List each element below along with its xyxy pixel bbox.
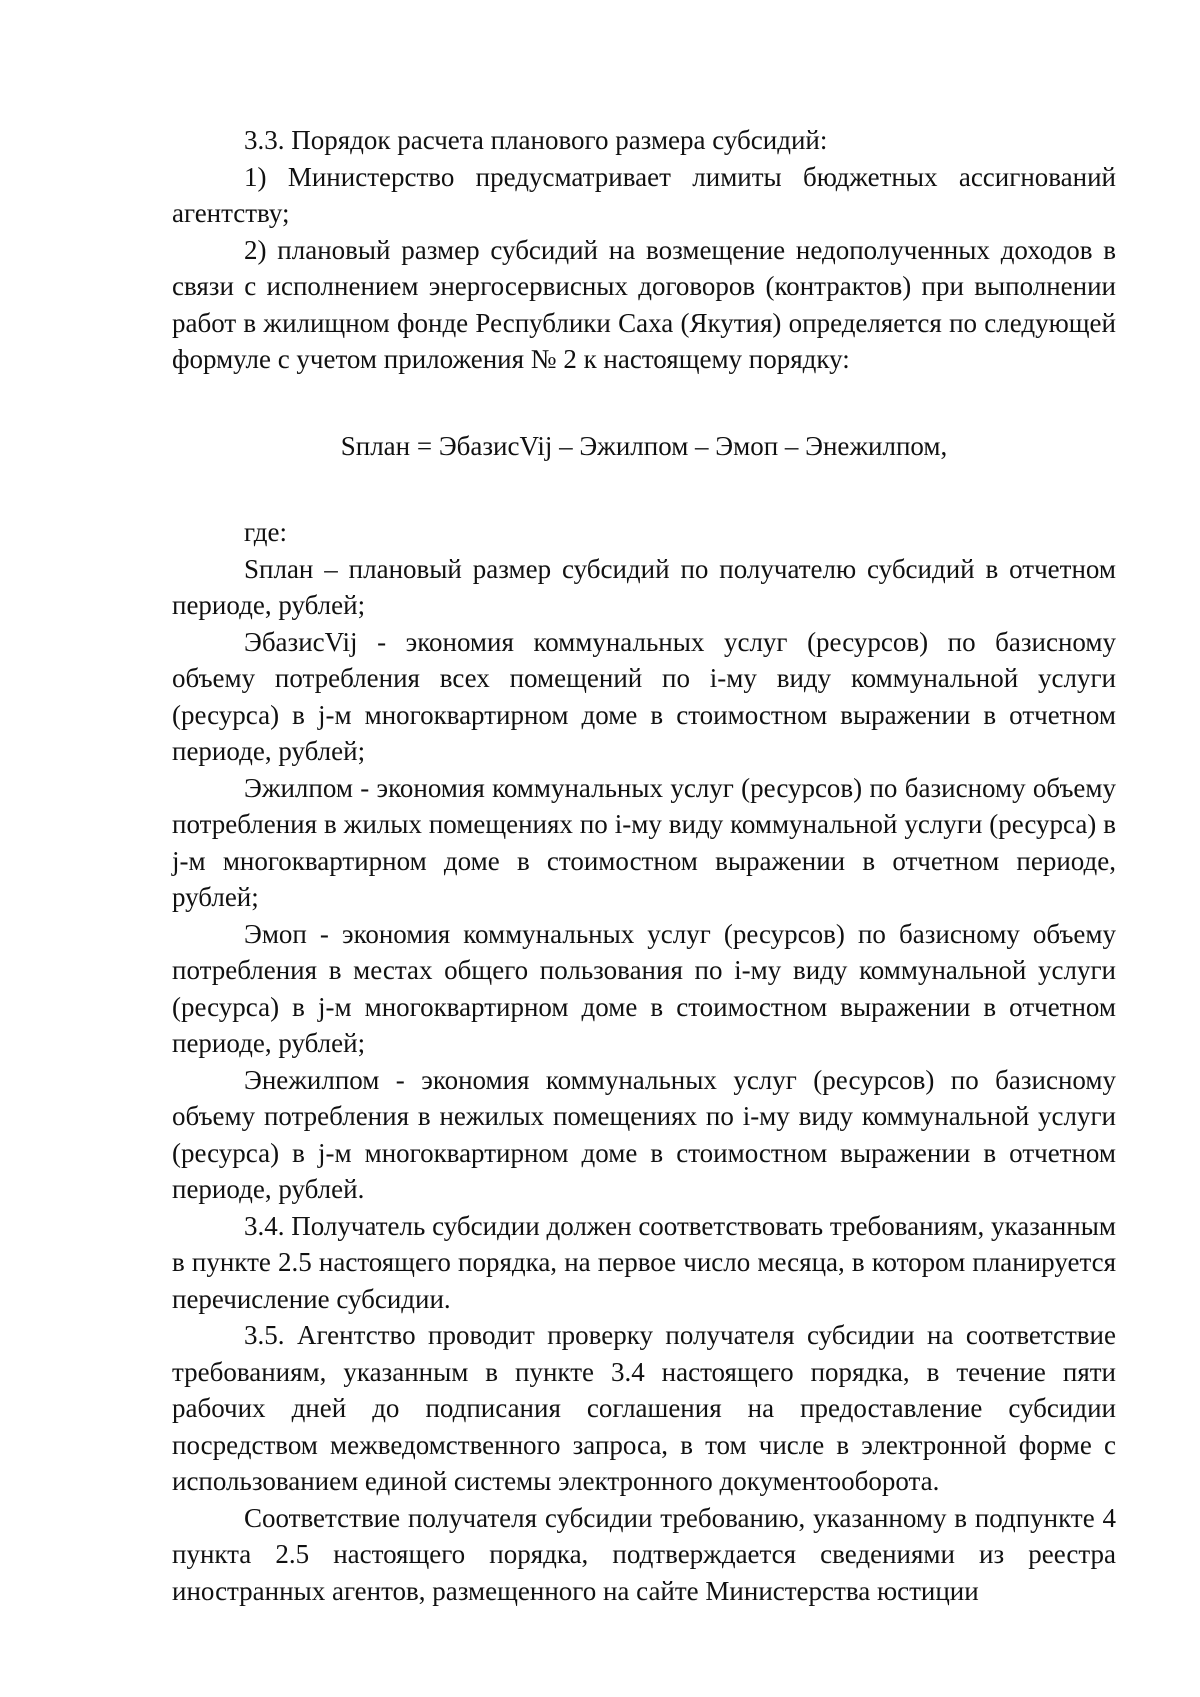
section-3-5: 3.5. Агентство проводит проверку получателя субсидии на соответствие требованиям, указанным в пункте 3.4 настоящего порядка, в течение пяти рабочих дней до подписания соглашения на предоставление субсидии посредством межведомственного запроса, в том числе в электронной форме с использованием единой системы электронного документооборота. [172, 1320, 1116, 1496]
definition-ezhilpom: Эжилпом - экономия коммунальных услуг (ресурсов) по базисному объему потребления в жилых помещениях по i-му виду коммунальной услуги (ресурса) в j-м многоквартирном доме в стоимостном выражении в отчетном периоде, рублей; [172, 772, 1116, 912]
definition-ebazis: ЭбазисVij - экономия коммунальных услуг (ресурсов) по базисному объему потребления всех помещений по i-му виду коммунальной услуги (ресурса) в j-м многоквартирном доме в стоимостном выражении в отчетном периоде, рублей; [172, 626, 1116, 766]
compliance-paragraph: Соответствие получателя субсидии требованию, указанному в подпункте 4 пункта 2.5 настоящего порядка, подтверждается сведениями из реестра иностранных агентов, размещенного на сайте Министерства юстиции [172, 1502, 1116, 1606]
document-page [172, 122, 1116, 1609]
section-3-3-heading: 3.3. Порядок расчета планового размера субсидий: [244, 125, 828, 155]
definition-enezhilpom: Энежилпом - экономия коммунальных услуг (ресурсов) по базисному объему потребления в нежилых помещениях по i-му виду коммунальной услуги (ресурса) в j-м многоквартирном доме в стоимостном выражении в отчетном периоде, рублей. [172, 1064, 1116, 1204]
definition-emop: Эмоп - экономия коммунальных услуг (ресурсов) по базисному объему потребления в местах общего пользования по i-му виду коммунальной услуги (ресурса) в j-м многоквартирном доме в стоимостном выражении в отчетном периоде, рублей; [172, 918, 1116, 1058]
definition-splan: Sплан – плановый размер субсидий по получателю субсидий в отчетном периоде, рублей; [172, 553, 1116, 620]
where-label: где: [244, 517, 287, 547]
section-3-4: 3.4. Получатель субсидии должен соответствовать требованиям, указанным в пункте 2.5 настоящего порядка, на первое число месяца, в котором планируется перечисление субсидии. [172, 1210, 1116, 1314]
item-1-ministry-limits: 1) Министерство предусматривает лимиты бюджетных ассигнований агентству; [172, 161, 1116, 228]
subsidy-formula: Sплан = ЭбазисVij – Эжилпом – Эмоп – Энежилпом, [340, 430, 948, 461]
item-2-planned-subsidy: 2) плановый размер субсидий на возмещение недополученных доходов в связи с исполнением энергосервисных договоров (контрактов) при выполнении работ в жилищном фонде Республики Саха (Якутия) определяется по следующей формуле с учетом приложения № 2 к настоящему порядку: [172, 234, 1116, 374]
